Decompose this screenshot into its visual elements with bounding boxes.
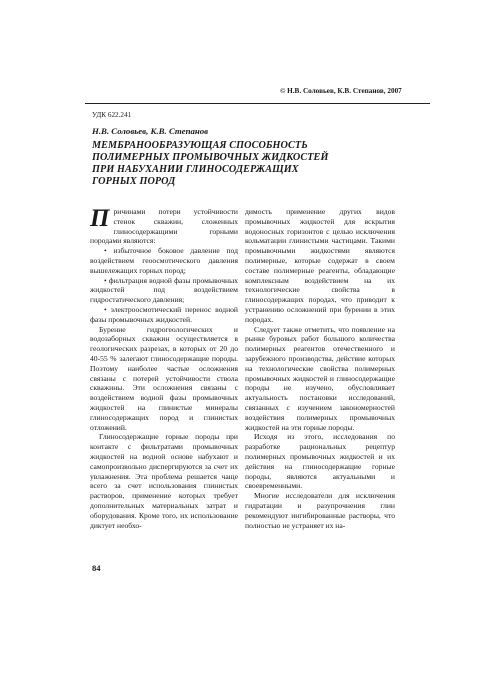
bullet-item: • избыточное боковое давление под воздействием геоосмотического давления вышележащих горных пород; xyxy=(90,246,238,275)
header-rule xyxy=(85,103,430,104)
left-column xyxy=(90,207,238,530)
bullet-item: • фильтрация водной фазы промывочных жидкостей под воздействием гидростатического давления; xyxy=(90,275,238,305)
intro-text: ричинами потери устойчивости стенок скважин, сложенных глиносодержащими горными породами являются: xyxy=(90,207,238,246)
udk-code: УДК 622.241 xyxy=(92,111,132,119)
body-paragraph: Исходя из этого, исследования по разработке рациональных рецептур полимерных промывочных жидкостей и их действия на глиносодержащие горные породы, являются актуальными и своевременными. xyxy=(245,432,395,491)
copyright-notice: © Н.В. Соловьев, К.В. Степанов, 2007 xyxy=(280,87,402,95)
body-paragraph: Глиносодержащие горные породы при контакте с фильтратами промывочных жидкостей на водной основе набухают и самопроизвольно диспергируются за счет их увлажнения. Эта проблема решается чаще всего за счет использования глинистых растворов, применение которых требует дополнительных материальных затрат и оборудования. Кроме того, их использование диктует необхо- xyxy=(90,432,238,530)
title-line: ПРИ НАБУХАНИИ ГЛИНОСОДЕРЖАЩИХ xyxy=(92,164,299,175)
body-paragraph: Следует также отметить, что появление на рынке буровых работ большого количества полимерных реагентов отечественного и зарубежного производства, действие которых на технологические свойства полимерных промывочных жидкостей и глиносодержащие породы не изучено, обусловливает актуальность постановки исследований, связанных с изучением закономерностей воздействия полимерных промывочных жидкостей на эти горные породы. xyxy=(245,324,395,432)
drop-cap: П xyxy=(90,205,110,232)
title-line: ПОЛИМЕРНЫХ ПРОМЫВОЧНЫХ ЖИДКОСТЕЙ xyxy=(92,152,329,163)
right-column xyxy=(245,207,395,530)
page-number: 84 xyxy=(92,563,101,573)
title-line: МЕМБРАНООБРАЗУЮЩАЯ СПОСОБНОСТЬ xyxy=(92,140,308,151)
body-paragraph: димость применение других видов промывочных жидкостей для вскрытия водоносных горизонтов с целью исключения кольматации глинистыми частицами. Такими промывочными жидкостями являются полимерные, которые содержат в своем составе полимерные реагенты, обладающие комплексным воздействием на их технологические свойства в глиносодержащих породах, что приводит к устранению осложнений при бурении в этих породах. xyxy=(245,207,395,324)
article-authors: Н.В. Соловьев, К.В. Степанов xyxy=(92,126,209,136)
intro-paragraph xyxy=(90,207,238,246)
body-paragraph: Многие исследователи для исключения гидратации и разупрочнения глин рекомендуют ингибированные растворы, что полностью не устраняет их на- xyxy=(245,491,395,530)
body-paragraph: Бурение гидрогеологических и водозаборных скважин осуществляется в геологических разрезах, в которых от 20 до 40-55 % залегают глиносодержащие породы. Поэтому наиболее частые осложнения связаны с потерей устойчивости ствола скважины. Эти осложнения связаны с воздействием водной фазы промывочных жидкостей на глинистые минералы глиносодержащих пород и глинистых отложений. xyxy=(90,324,238,432)
bullet-item: • электроосмотический перенос водной фазы промывочных жидкостей. xyxy=(90,304,238,324)
article-title xyxy=(92,140,412,188)
title-line: ГОРНЫХ ПОРОД xyxy=(92,176,176,187)
